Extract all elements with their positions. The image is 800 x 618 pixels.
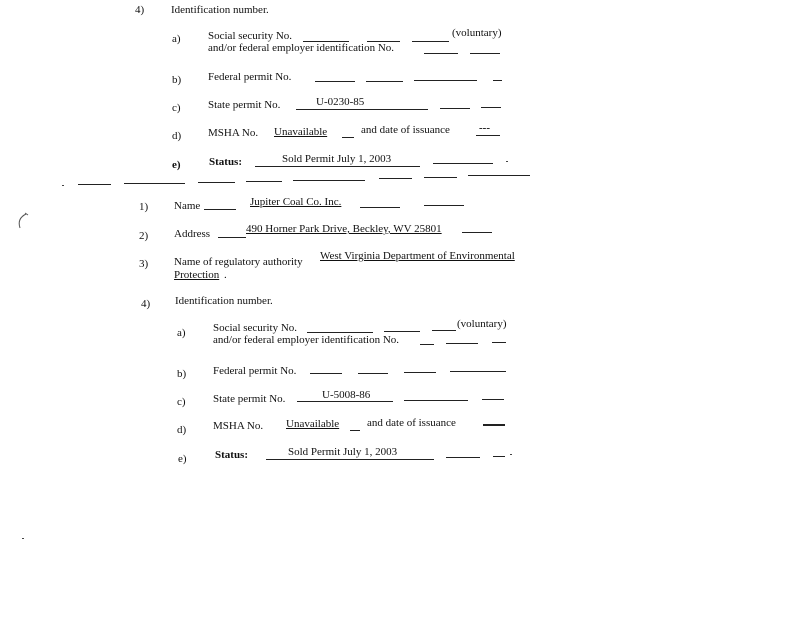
name-blank-3	[424, 205, 464, 206]
issuance-label: and date of issuance	[361, 124, 450, 136]
fed2-blank-1	[310, 373, 342, 374]
name-value: Jupiter Coal Co. Inc.	[250, 196, 342, 208]
regulatory-value-line1: West Virginia Department of Environmental	[320, 250, 515, 262]
margin-mark	[16, 212, 30, 232]
msha-blank-tail	[342, 137, 354, 138]
regulatory-period: .	[224, 269, 227, 281]
separator-seg-2	[124, 183, 185, 184]
federal-permit-label-2: Federal permit No.	[213, 365, 297, 377]
fein2-blank-3	[492, 342, 506, 343]
msha-value-2: Unavailable	[286, 418, 340, 430]
section-heading-2: Identification number.	[175, 295, 273, 307]
separator-seg-7	[424, 177, 457, 178]
issuance-value: ---	[479, 122, 490, 134]
status2-dot	[510, 454, 512, 455]
status-label: Status:	[209, 156, 243, 168]
separator-seg-6	[379, 178, 412, 179]
state-permit-label: State permit No.	[208, 99, 281, 111]
status-blank-2	[433, 163, 493, 164]
name-blank-1	[204, 209, 236, 210]
msha-label-2: MSHA No.	[213, 420, 264, 432]
item2-label-a: a)	[177, 327, 186, 339]
state-permit-value: U-0230-85	[316, 96, 365, 108]
item2-label-b: b)	[177, 368, 187, 380]
name-label: Name	[174, 200, 201, 212]
regulatory-label: Name of regulatory authority	[174, 256, 303, 268]
address-value: 490 Horner Park Drive, Beckley, WV 25801	[246, 223, 442, 235]
address-blank-2	[462, 232, 492, 233]
item-number-3: 3)	[139, 258, 149, 270]
item-number: 4)	[135, 4, 145, 16]
issuance-blank	[476, 135, 500, 136]
status2-blank	[266, 459, 434, 460]
status2-blank-2	[446, 457, 480, 458]
status2-blank-3	[493, 456, 505, 457]
status-blank	[255, 166, 420, 167]
ssn-blank-3	[412, 41, 449, 42]
item-number-2: 2)	[139, 230, 149, 242]
stray-mark	[22, 538, 24, 539]
ssn2-blank-1	[307, 332, 373, 333]
issuance-label-2: and date of issuance	[367, 417, 456, 429]
msha-label: MSHA No.	[208, 127, 259, 139]
item2-label-c: c)	[177, 396, 186, 408]
state-permit-blank-2	[440, 108, 470, 109]
fein-label: and/or federal employer identification No.	[208, 42, 395, 54]
fein2-blank-1	[420, 344, 434, 345]
fed2-blank-2	[358, 373, 388, 374]
federal-permit-blank-3	[414, 80, 477, 81]
separator-seg-3	[198, 182, 235, 183]
fed2-blank-4	[450, 371, 506, 372]
regulatory-value-line2: Protection	[174, 269, 220, 281]
name-blank-2	[360, 207, 400, 208]
item2-label-d: d)	[177, 424, 187, 436]
fed2-blank-3	[404, 372, 436, 373]
ssn-label-2: Social security No.	[213, 322, 298, 334]
federal-permit-blank-1	[315, 81, 355, 82]
state2-blank-3	[482, 399, 504, 400]
separator-seg-5	[293, 180, 365, 181]
status-value-2: Sold Permit July 1, 2003	[288, 446, 398, 458]
state-permit-label-2: State permit No.	[213, 393, 286, 405]
issuance2-blank	[483, 424, 505, 426]
fein-blank-2	[470, 53, 500, 54]
fein-label-2: and/or federal employer identification No.	[213, 334, 400, 346]
separator-seg-8	[468, 175, 530, 176]
state-permit-blank-3	[481, 107, 501, 108]
state-permit-blank	[296, 109, 428, 110]
item-label-b: b)	[172, 74, 182, 86]
msha-value: Unavailable	[274, 126, 328, 138]
voluntary-note: (voluntary)	[452, 27, 502, 39]
msha2-blank-tail	[350, 430, 360, 431]
ssn2-blank-2	[384, 331, 420, 332]
federal-permit-blank-4	[493, 80, 502, 81]
federal-permit-blank-2	[366, 81, 403, 82]
item2-label-e: e)	[178, 453, 187, 465]
section-heading: Identification number.	[171, 4, 269, 16]
separator-seg-4	[246, 181, 282, 182]
separator-dot	[62, 185, 64, 186]
item-label-e: e)	[172, 159, 181, 171]
separator-seg-1	[78, 184, 111, 185]
voluntary-note-2: (voluntary)	[457, 318, 507, 330]
fein-blank-1	[424, 53, 458, 54]
federal-permit-label: Federal permit No.	[208, 71, 292, 83]
item-number-1: 1)	[139, 201, 149, 213]
state-permit-value-2: U-5008-86	[322, 389, 371, 401]
status-label-2: Status:	[215, 449, 249, 461]
item-label-a: a)	[172, 33, 181, 45]
item-label-d: d)	[172, 130, 182, 142]
address-blank-1	[218, 237, 246, 238]
address-label: Address	[174, 228, 211, 240]
status-dot	[506, 161, 508, 162]
status-value: Sold Permit July 1, 2003	[282, 153, 392, 165]
item-number-4: 4)	[141, 298, 151, 310]
ssn2-blank-3	[432, 330, 456, 331]
item-label-c: c)	[172, 102, 181, 114]
fein2-blank-2	[446, 343, 478, 344]
state2-blank-2	[404, 400, 468, 401]
ssn-label: Social security No.	[208, 30, 293, 42]
